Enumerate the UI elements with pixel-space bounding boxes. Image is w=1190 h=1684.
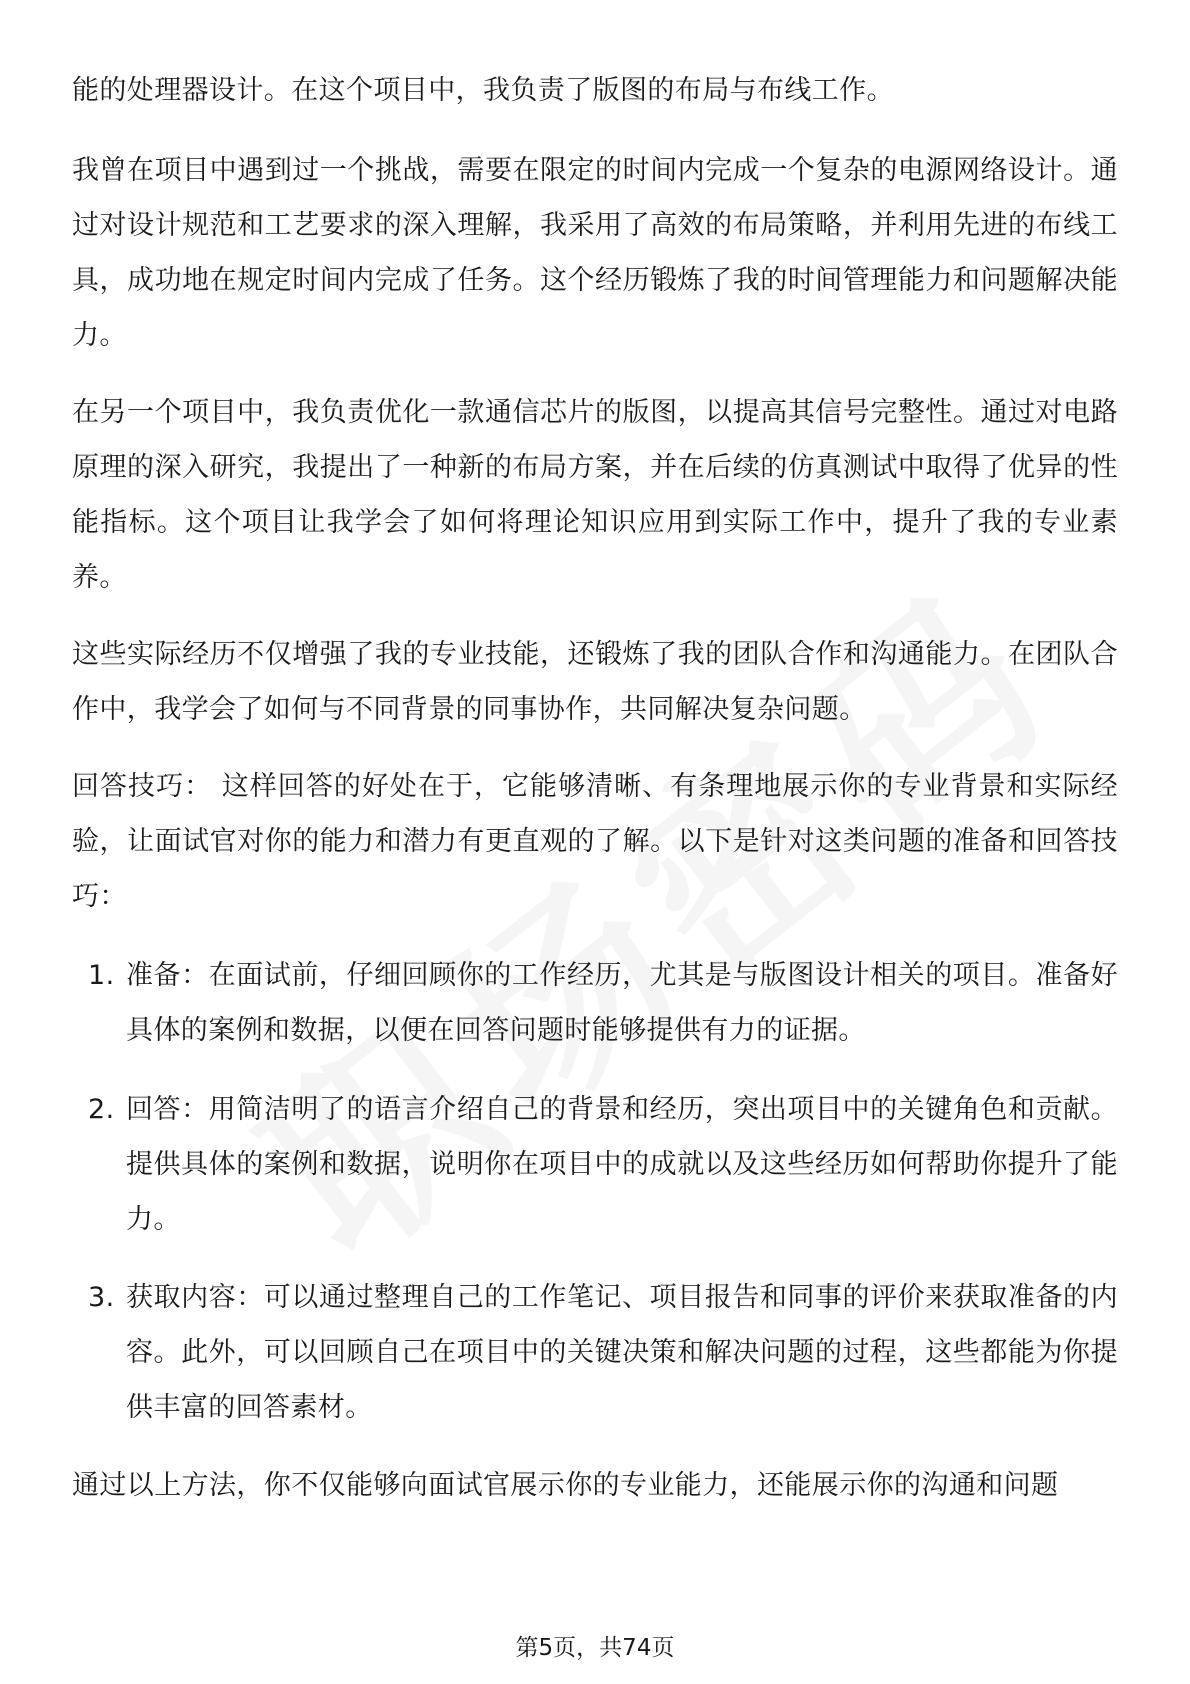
list-item-number: 1. bbox=[88, 960, 115, 991]
list-item-text: 准备：在面试前，仔细回顾你的工作经历，尤其是与版图设计相关的项目。准备好具体的案例和数据，以便在回答问题时能够提供有力的证据。 bbox=[126, 960, 1118, 1046]
page-number: 第5页，共74页 bbox=[515, 1635, 675, 1661]
paragraph-3: 在另一个项目中，我负责优化一款通信芯片的版图，以提高其信号完整性。通过对电路原理的深入研究，我提出了一种新的布局方案，并在后续的仿真测试中取得了优异的性能指标。这个项目让我学会了如何将理论知识应用到实际工作中，提升了我的专业素养。 bbox=[72, 397, 1118, 593]
list-item-text: 回答：用简洁明了的语言介绍自己的背景和经历，突出项目中的关键角色和贡献。提供具体的案例和数据，说明你在项目中的成就以及这些经历如何帮助你提升了能力。 bbox=[126, 1094, 1118, 1235]
paragraph-4: 这些实际经历不仅增强了我的专业技能，还锻炼了我的团队合作和沟通能力。在团队合作中，我学会了如何与不同背景的同事协作，共同解决复杂问题。 bbox=[72, 639, 1118, 725]
paragraph-1: 能的处理器设计。在这个项目中，我负责了版图的布局与布线工作。 bbox=[72, 75, 894, 106]
answer-tips-paragraph: 回答技巧： 这样回答的好处在于，它能够清晰、有条理地展示你的专业背景和实际经验，让面试官对你的能力和潜力有更直观的了解。以下是针对这类问题的准备和回答技巧： bbox=[72, 771, 1118, 912]
list-item-text: 获取内容：可以通过整理自己的工作笔记、项目报告和同事的评价来获取准备的内容。此外，可以回顾自己在项目中的关键决策和解决问题的过程，这些都能为你提供丰富的回答素材。 bbox=[126, 1282, 1118, 1423]
paragraph-2: 我曾在项目中遇到过一个挑战，需要在限定的时间内完成一个复杂的电源网络设计。通过对设计规范和工艺要求的深入理解，我采用了高效的布局策略，并利用先进的布线工具，成功地在规定时间内完成了任务。这个经历锻炼了我的时间管理能力和问题解决能力。 bbox=[72, 155, 1118, 351]
list-item-number: 2. bbox=[88, 1094, 115, 1125]
paragraph-6: 通过以上方法，你不仅能够向面试官展示你的专业能力，还能展示你的沟通和问题 bbox=[72, 1470, 1059, 1501]
list-item-number: 3. bbox=[88, 1282, 115, 1313]
